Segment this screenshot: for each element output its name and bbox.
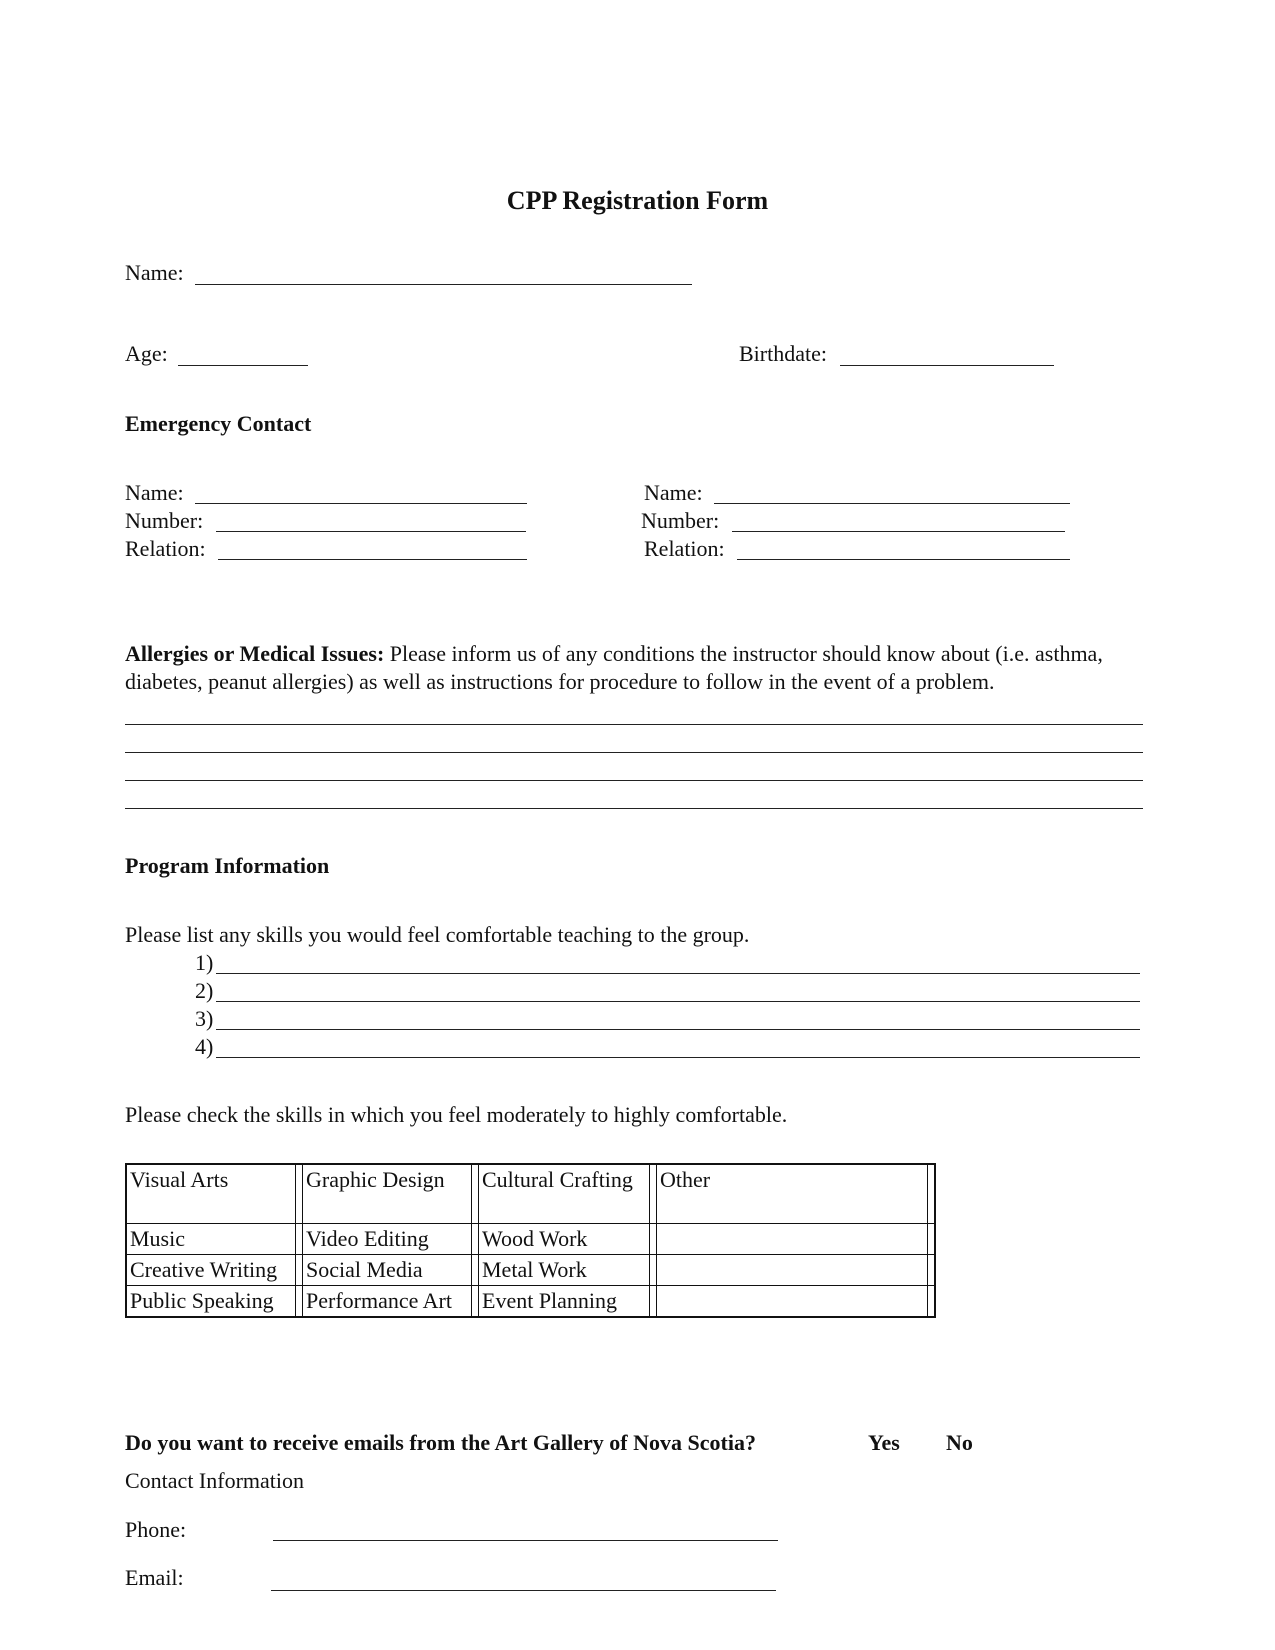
table-gap <box>472 1255 479 1286</box>
emergency-left-number-field[interactable] <box>216 531 526 532</box>
emergency-right-relation-field[interactable] <box>737 559 1070 560</box>
skills-list-number-2: 2) <box>195 978 214 1003</box>
allergies-line-2[interactable] <box>125 752 1143 753</box>
skill-cell[interactable]: Video Editing <box>303 1224 472 1255</box>
skills-list-line-2[interactable] <box>216 1001 1140 1002</box>
table-gap <box>296 1224 303 1255</box>
skill-cell[interactable]: Performance Art <box>303 1286 472 1318</box>
allergies-text: Please inform us of any conditions the instructor should know about (i.e. asthma, diabetes, peanut allergies) as well as instructions for procedure to follow in the event of a problem. <box>125 641 1103 694</box>
skill-cell[interactable]: Graphic Design <box>303 1164 472 1224</box>
skill-cell[interactable]: Event Planning <box>479 1286 650 1318</box>
email-field[interactable] <box>271 1590 776 1591</box>
skills-check-prompt: Please check the skills in which you feel moderately to highly comfortable. <box>125 1102 788 1127</box>
allergies-label: Allergies or Medical Issues: <box>125 641 385 666</box>
skill-cell[interactable]: Cultural Crafting <box>479 1164 650 1224</box>
page-title: CPP Registration Form <box>506 186 769 215</box>
table-gap <box>650 1255 657 1286</box>
skills-list-number-1: 1) <box>195 950 214 975</box>
skill-cell[interactable]: Creative Writing <box>126 1255 296 1286</box>
emergency-right-number-label: Number: <box>641 508 720 533</box>
skills-list-line-4[interactable] <box>216 1057 1140 1058</box>
allergies-line-3[interactable] <box>125 780 1143 781</box>
table-gap <box>928 1164 936 1224</box>
skill-cell[interactable]: Wood Work <box>479 1224 650 1255</box>
emails-no-option[interactable]: No <box>946 1430 973 1455</box>
table-gap <box>928 1255 936 1286</box>
skill-cell[interactable] <box>657 1286 928 1318</box>
skill-cell[interactable] <box>657 1224 928 1255</box>
emergency-contact-heading: Emergency Contact <box>125 411 312 436</box>
emergency-left-number-label: Number: <box>125 508 204 533</box>
skill-cell[interactable]: Visual Arts <box>126 1164 296 1224</box>
table-gap <box>650 1164 657 1224</box>
allergies-line-4[interactable] <box>125 808 1143 809</box>
emails-yes-option[interactable]: Yes <box>868 1430 900 1455</box>
name-label: Name: <box>125 260 184 285</box>
allergies-line-1[interactable] <box>125 724 1143 725</box>
age-label: Age: <box>125 341 168 366</box>
table-row <box>126 1255 935 1286</box>
emergency-right-relation-label: Relation: <box>644 536 725 561</box>
skill-cell[interactable]: Music <box>126 1224 296 1255</box>
skill-cell[interactable]: Social Media <box>303 1255 472 1286</box>
name-field[interactable] <box>195 284 692 285</box>
skills-list-prompt: Please list any skills you would feel comfortable teaching to the group. <box>125 922 750 947</box>
email-label: Email: <box>125 1565 184 1590</box>
table-gap <box>650 1286 657 1318</box>
age-field[interactable] <box>178 365 308 366</box>
table-row <box>126 1164 935 1224</box>
skill-cell[interactable]: Metal Work <box>479 1255 650 1286</box>
skill-cell[interactable]: Other <box>657 1164 928 1224</box>
contact-information-heading: Contact Information <box>125 1468 305 1493</box>
skills-list-line-1[interactable] <box>216 973 1140 974</box>
table-gap <box>928 1224 936 1255</box>
emergency-left-name-field[interactable] <box>195 503 527 504</box>
emergency-right-number-field[interactable] <box>732 531 1065 532</box>
table-gap <box>296 1255 303 1286</box>
birthdate-field[interactable] <box>840 365 1054 366</box>
table-gap <box>472 1224 479 1255</box>
emergency-left-relation-label: Relation: <box>125 536 206 561</box>
skills-list-line-3[interactable] <box>216 1029 1140 1030</box>
table-gap <box>296 1286 303 1318</box>
skill-cell[interactable] <box>657 1255 928 1286</box>
emergency-right-name-field[interactable] <box>714 503 1070 504</box>
skills-list-number-4: 4) <box>195 1034 214 1059</box>
birthdate-label: Birthdate: <box>739 341 827 366</box>
table-gap <box>928 1286 936 1318</box>
emergency-right-name-label: Name: <box>644 480 703 505</box>
table-gap <box>472 1286 479 1318</box>
skill-cell[interactable]: Public Speaking <box>126 1286 296 1318</box>
table-gap <box>650 1224 657 1255</box>
skills-table <box>125 1163 936 1318</box>
table-row <box>126 1286 935 1318</box>
table-gap <box>472 1164 479 1224</box>
phone-field[interactable] <box>273 1540 778 1541</box>
phone-label: Phone: <box>125 1517 187 1542</box>
emergency-left-relation-field[interactable] <box>218 559 527 560</box>
emergency-left-name-label: Name: <box>125 480 184 505</box>
table-row <box>126 1224 935 1255</box>
program-information-heading: Program Information <box>125 853 330 878</box>
skills-list-number-3: 3) <box>195 1006 214 1031</box>
allergies-paragraph <box>125 640 1145 696</box>
emails-question: Do you want to receive emails from the Art Gallery of Nova Scotia? <box>125 1430 756 1455</box>
table-gap <box>296 1164 303 1224</box>
